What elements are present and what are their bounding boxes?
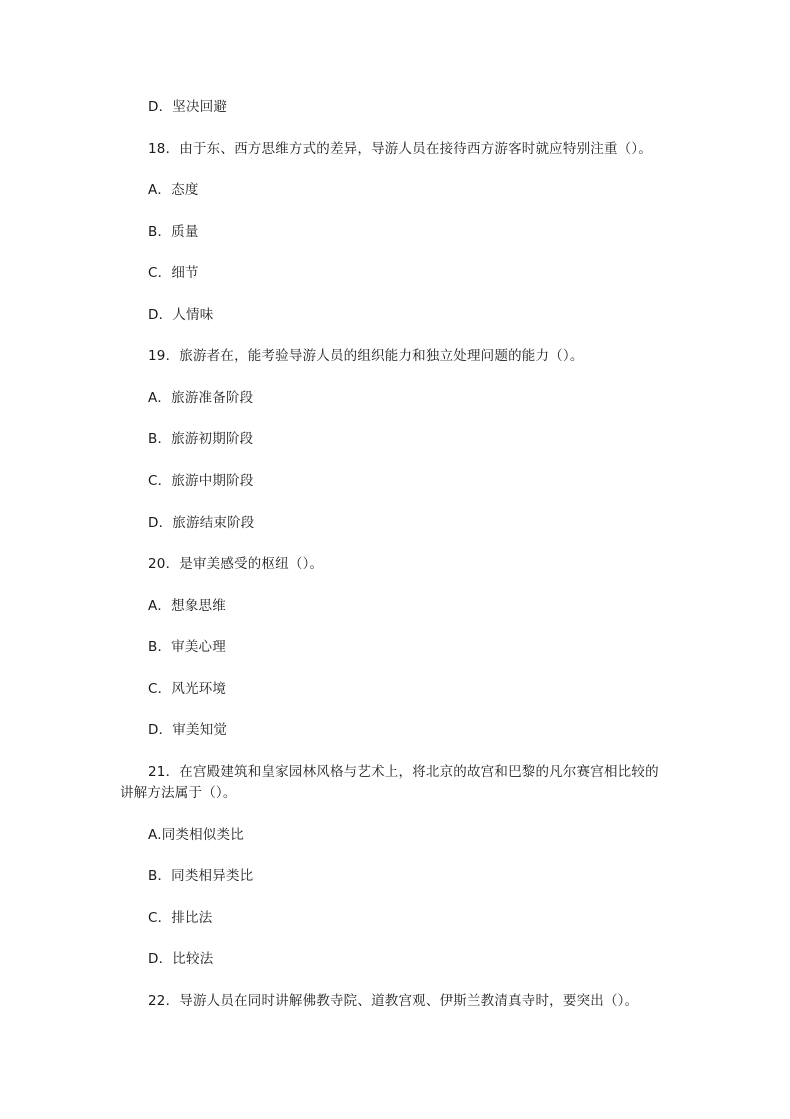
q20-option-a: A．想象思维 <box>148 598 226 614</box>
q21-option-a: A.同类相似类比 <box>148 827 244 843</box>
q19-option-c: C．旅游中期阶段 <box>148 473 254 489</box>
q20-option-b: B．审美心理 <box>148 639 226 655</box>
q22-question: 22．导游人员在同时讲解佛教寺院、道教宫观、伊斯兰教清真寺时，要突出（）。 <box>148 993 639 1009</box>
q20-option-d: D．审美知觉 <box>148 722 228 738</box>
q18-option-c: C．细节 <box>148 265 199 281</box>
q21-option-b: B．同类相异类比 <box>148 868 254 884</box>
q21-option-d: D．比较法 <box>148 951 214 967</box>
q18-question: 18．由于东、西方思维方式的差异，导游人员在接待西方游客时就应特别注重（）。 <box>148 141 653 157</box>
q19-question: 19．旅游者在，能考验导游人员的组织能力和独立处理问题的能力（）。 <box>148 348 584 364</box>
q19-option-b: B．旅游初期阶段 <box>148 431 254 447</box>
q18-option-a: A．态度 <box>148 182 199 198</box>
q18-option-d: D．人情味 <box>148 307 214 323</box>
q20-question: 20．是审美感受的枢纽（）。 <box>148 556 324 572</box>
q20-option-c: C．风光环境 <box>148 681 227 697</box>
q17-option-d: D．坚决回避 <box>148 99 228 115</box>
q21-question-line1: 21．在宫殿建筑和皇家园林风格与艺术上，将北京的故宫和巴黎的凡尔赛宫相比较的 <box>148 764 659 780</box>
q19-option-d: D．旅游结束阶段 <box>148 515 255 531</box>
q21-question-line2: 讲解方法属于（）。 <box>120 785 237 801</box>
q18-option-b: B．质量 <box>148 224 199 240</box>
q19-option-a: A．旅游准备阶段 <box>148 390 254 406</box>
q21-option-c: C．排比法 <box>148 910 213 926</box>
